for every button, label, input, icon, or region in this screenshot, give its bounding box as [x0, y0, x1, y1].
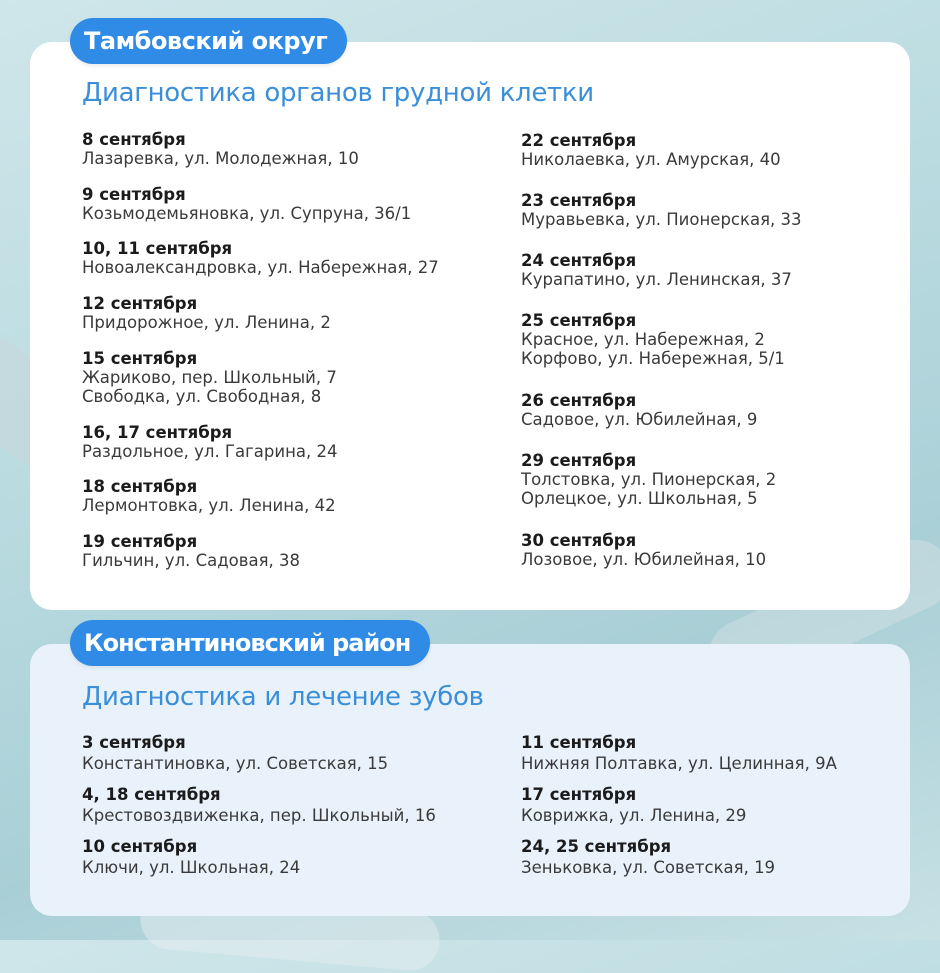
schedule-entry [521, 251, 940, 289]
entry-address: Раздольное, ул. Гагарина, 24 [82, 442, 338, 461]
tambov-header-badge: Тамбовский округ [70, 18, 347, 64]
schedule-entry [521, 733, 940, 773]
schedule-entry [521, 785, 940, 825]
schedule-entry [521, 837, 940, 877]
entry-address: Красное, ул. Набережная, 2 [521, 330, 765, 349]
entry-date: 17 сентября [521, 785, 637, 804]
schedule-entry [82, 294, 502, 332]
schedule-entry [521, 451, 940, 508]
entry-address: Свободка, ул. Свободная, 8 [82, 387, 322, 406]
entry-date: 10, 11 сентября [82, 239, 233, 258]
entry-date: 25 сентября [521, 311, 637, 330]
schedule-entry [521, 531, 940, 569]
entry-date: 30 сентября [521, 531, 637, 550]
entry-address: Козьмодемьяновка, ул. Супруна, 36/1 [82, 204, 412, 223]
schedule-entry [82, 477, 502, 515]
entry-date: 23 сентября [521, 191, 637, 210]
entry-date: 26 сентября [521, 391, 637, 410]
entry-date: 10 сентября [82, 837, 198, 856]
entry-address: Коврижка, ул. Ленина, 29 [521, 806, 747, 825]
schedule-entry [82, 532, 502, 570]
entry-date: 19 сентября [82, 532, 198, 551]
entry-address: Нижняя Полтавка, ул. Целинная, 9А [521, 754, 837, 773]
konst-header-badge: Константиновский район [70, 620, 430, 666]
entry-address: Жариково, пер. Школьный, 7 [82, 368, 337, 387]
schedule-entry [82, 349, 502, 406]
entry-address: Константиновка, ул. Советская, 15 [82, 754, 389, 773]
entry-address: Лозовое, ул. Юбилейная, 10 [521, 550, 767, 569]
schedule-entry [82, 733, 502, 773]
entry-date: 16, 17 сентября [82, 423, 233, 442]
entry-address: Садовое, ул. Юбилейная, 9 [521, 410, 758, 429]
entry-address: Курапатино, ул. Ленинская, 37 [521, 270, 792, 289]
entry-address: Лазаревка, ул. Молодежная, 10 [82, 149, 359, 168]
entry-address: Ключи, ул. Школьная, 24 [82, 858, 301, 877]
entry-address: Муравьевка, ул. Пионерская, 33 [521, 210, 802, 229]
schedule-entry [82, 130, 502, 168]
entry-address: Толстовка, ул. Пионерская, 2 [521, 470, 777, 489]
entry-address: Орлецкое, ул. Школьная, 5 [521, 489, 758, 508]
entry-date: 12 сентября [82, 294, 198, 313]
schedule-entry [82, 239, 502, 277]
tambov-section-title: Диагностика органов грудной клетки [82, 78, 594, 108]
entry-date: 24, 25 сентября [521, 837, 672, 856]
schedule-entry [82, 185, 502, 223]
entry-address: Лермонтовка, ул. Ленина, 42 [82, 496, 336, 515]
schedule-entry [521, 311, 940, 368]
entry-date: 18 сентября [82, 477, 198, 496]
konst-section-title: Диагностика и лечение зубов [82, 682, 484, 712]
schedule-entry [82, 837, 502, 877]
entry-date: 11 сентября [521, 733, 637, 752]
entry-date: 24 сентября [521, 251, 637, 270]
entry-address: Зеньковка, ул. Советская, 19 [521, 858, 776, 877]
entry-date: 4, 18 сентября [82, 785, 221, 804]
entry-date: 29 сентября [521, 451, 637, 470]
entry-date: 22 сентября [521, 131, 637, 150]
schedule-entry [82, 785, 502, 825]
entry-date: 9 сентября [82, 185, 186, 204]
schedule-entry [521, 131, 940, 169]
entry-address: Николаевка, ул. Амурская, 40 [521, 150, 781, 169]
schedule-entry [82, 423, 502, 461]
entry-address: Гильчин, ул. Садовая, 38 [82, 551, 300, 570]
entry-address: Новоалександровка, ул. Набережная, 27 [82, 258, 439, 277]
entry-address: Придорожное, ул. Ленина, 2 [82, 313, 331, 332]
entry-date: 3 сентября [82, 733, 186, 752]
entry-address: Корфово, ул. Набережная, 5/1 [521, 349, 785, 368]
entry-date: 15 сентября [82, 349, 198, 368]
entry-address: Крестовоздвиженка, пер. Школьный, 16 [82, 806, 436, 825]
entry-date: 8 сентября [82, 130, 186, 149]
schedule-entry [521, 191, 940, 229]
schedule-entry [521, 391, 940, 429]
